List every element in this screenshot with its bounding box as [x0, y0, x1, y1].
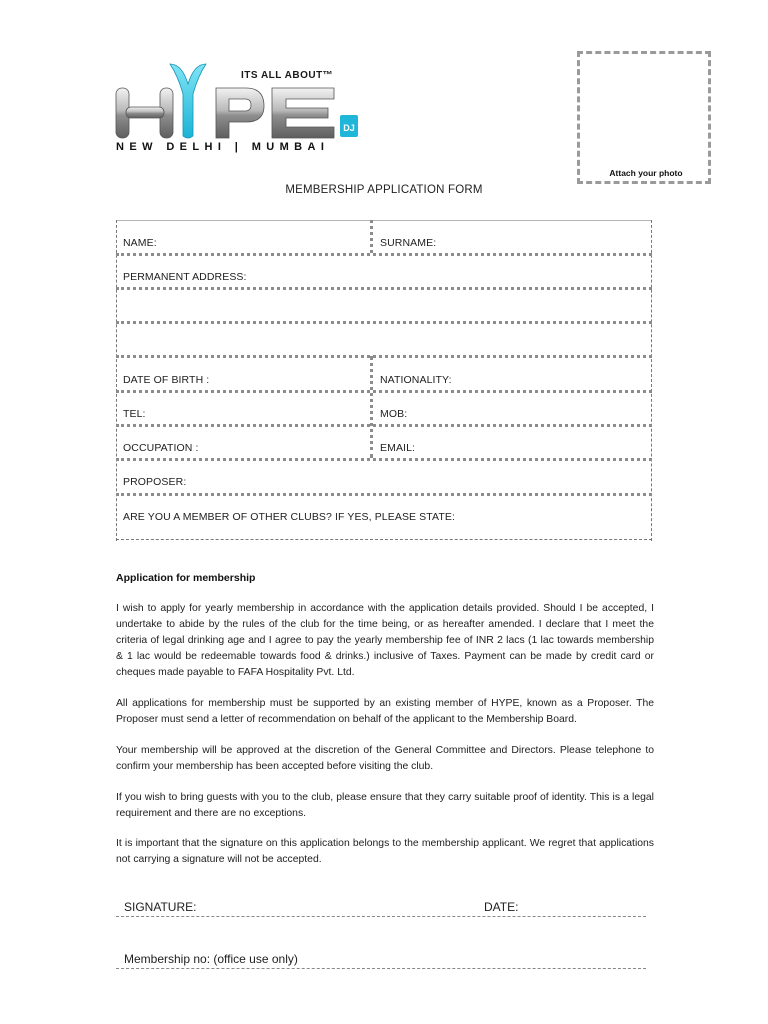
application-heading: Application for membership	[116, 572, 256, 584]
membership-no-label: Membership no: (office use only)	[124, 952, 298, 966]
name-field[interactable]: NAME:	[123, 237, 157, 249]
proposer-field[interactable]: PROPOSER:	[123, 476, 187, 488]
paragraph-approval: Your membership will be approved at the discretion of the General Committee and Directors. Please telephone to confirm your membership has been accepted before visiting the club.	[116, 745, 654, 772]
tel-field[interactable]: TEL:	[123, 408, 146, 420]
form-divider	[116, 458, 652, 461]
paragraph-terms: I wish to apply for yearly membership in accordance with the application details provided. Should I be accepted, I undertake to abide by the rules of the club for the time being, or as hereafter amended. I declare that I meet the criteria of legal drinking age and I agree to pay the yearly membership fee of INR 2 lacs (1 lac towards membership & 1 lac would be redeemable towards food & drinks.) inclusive of Taxes. Payment can be made by credit card or cheques made payable to FAFA Hospitality Pvt. Ltd.	[116, 603, 654, 678]
paragraph-signature: It is important that the signature on this application belongs to the membership applicant. We regret that applications not carrying a signature will not be accepted.	[116, 838, 654, 865]
application-form	[116, 220, 652, 542]
form-bottom-rule	[116, 539, 652, 540]
photo-attach-box[interactable]	[577, 51, 711, 184]
form-divider	[116, 355, 652, 358]
logo-cities: NEW DELHI | MUMBAI	[116, 141, 330, 153]
date-of-birth-field[interactable]: DATE OF BIRTH :	[123, 374, 210, 386]
permanent-address-field[interactable]: PERMANENT ADDRESS:	[123, 271, 247, 283]
signature-label: SIGNATURE:	[124, 900, 197, 914]
logo-tagline: ITS ALL ABOUT™	[241, 70, 334, 81]
photo-label: Attach your photo	[609, 168, 683, 178]
mob-field[interactable]: MOB:	[380, 408, 408, 420]
signature-line[interactable]	[116, 916, 646, 917]
form-title: MEMBERSHIP APPLICATION FORM	[285, 184, 483, 196]
paragraph-proposer: All applications for membership must be supported by an existing member of HYPE, known as a Proposer. The Proposer must send a letter of recommendation on behalf of the applicant to the Membership Board.	[116, 698, 654, 725]
surname-field[interactable]: SURNAME:	[380, 237, 437, 249]
form-divider	[116, 390, 652, 393]
form-col-divider	[370, 220, 373, 253]
address-line-2[interactable]	[116, 290, 652, 320]
address-line-3[interactable]	[116, 324, 652, 354]
form-divider	[116, 493, 652, 496]
other-clubs-field[interactable]: ARE YOU A MEMBER OF OTHER CLUBS? IF YES, PLEASE STATE:	[123, 511, 455, 523]
nationality-field[interactable]: NATIONALITY:	[380, 374, 452, 386]
paragraph-guests: If you wish to bring guests with you to the club, please ensure that they carry suitable proof of identity. This is a legal requirement and there are no exceptions.	[116, 792, 654, 819]
date-label: DATE:	[484, 900, 519, 914]
form-divider	[116, 253, 652, 256]
occupation-field[interactable]: OCCUPATION :	[123, 442, 199, 454]
logo-badge-text: DJ	[343, 123, 355, 133]
membership-no-line[interactable]	[116, 968, 646, 969]
form-col-divider	[370, 356, 373, 458]
form-divider	[116, 424, 652, 427]
email-field[interactable]: EMAIL:	[380, 442, 416, 454]
